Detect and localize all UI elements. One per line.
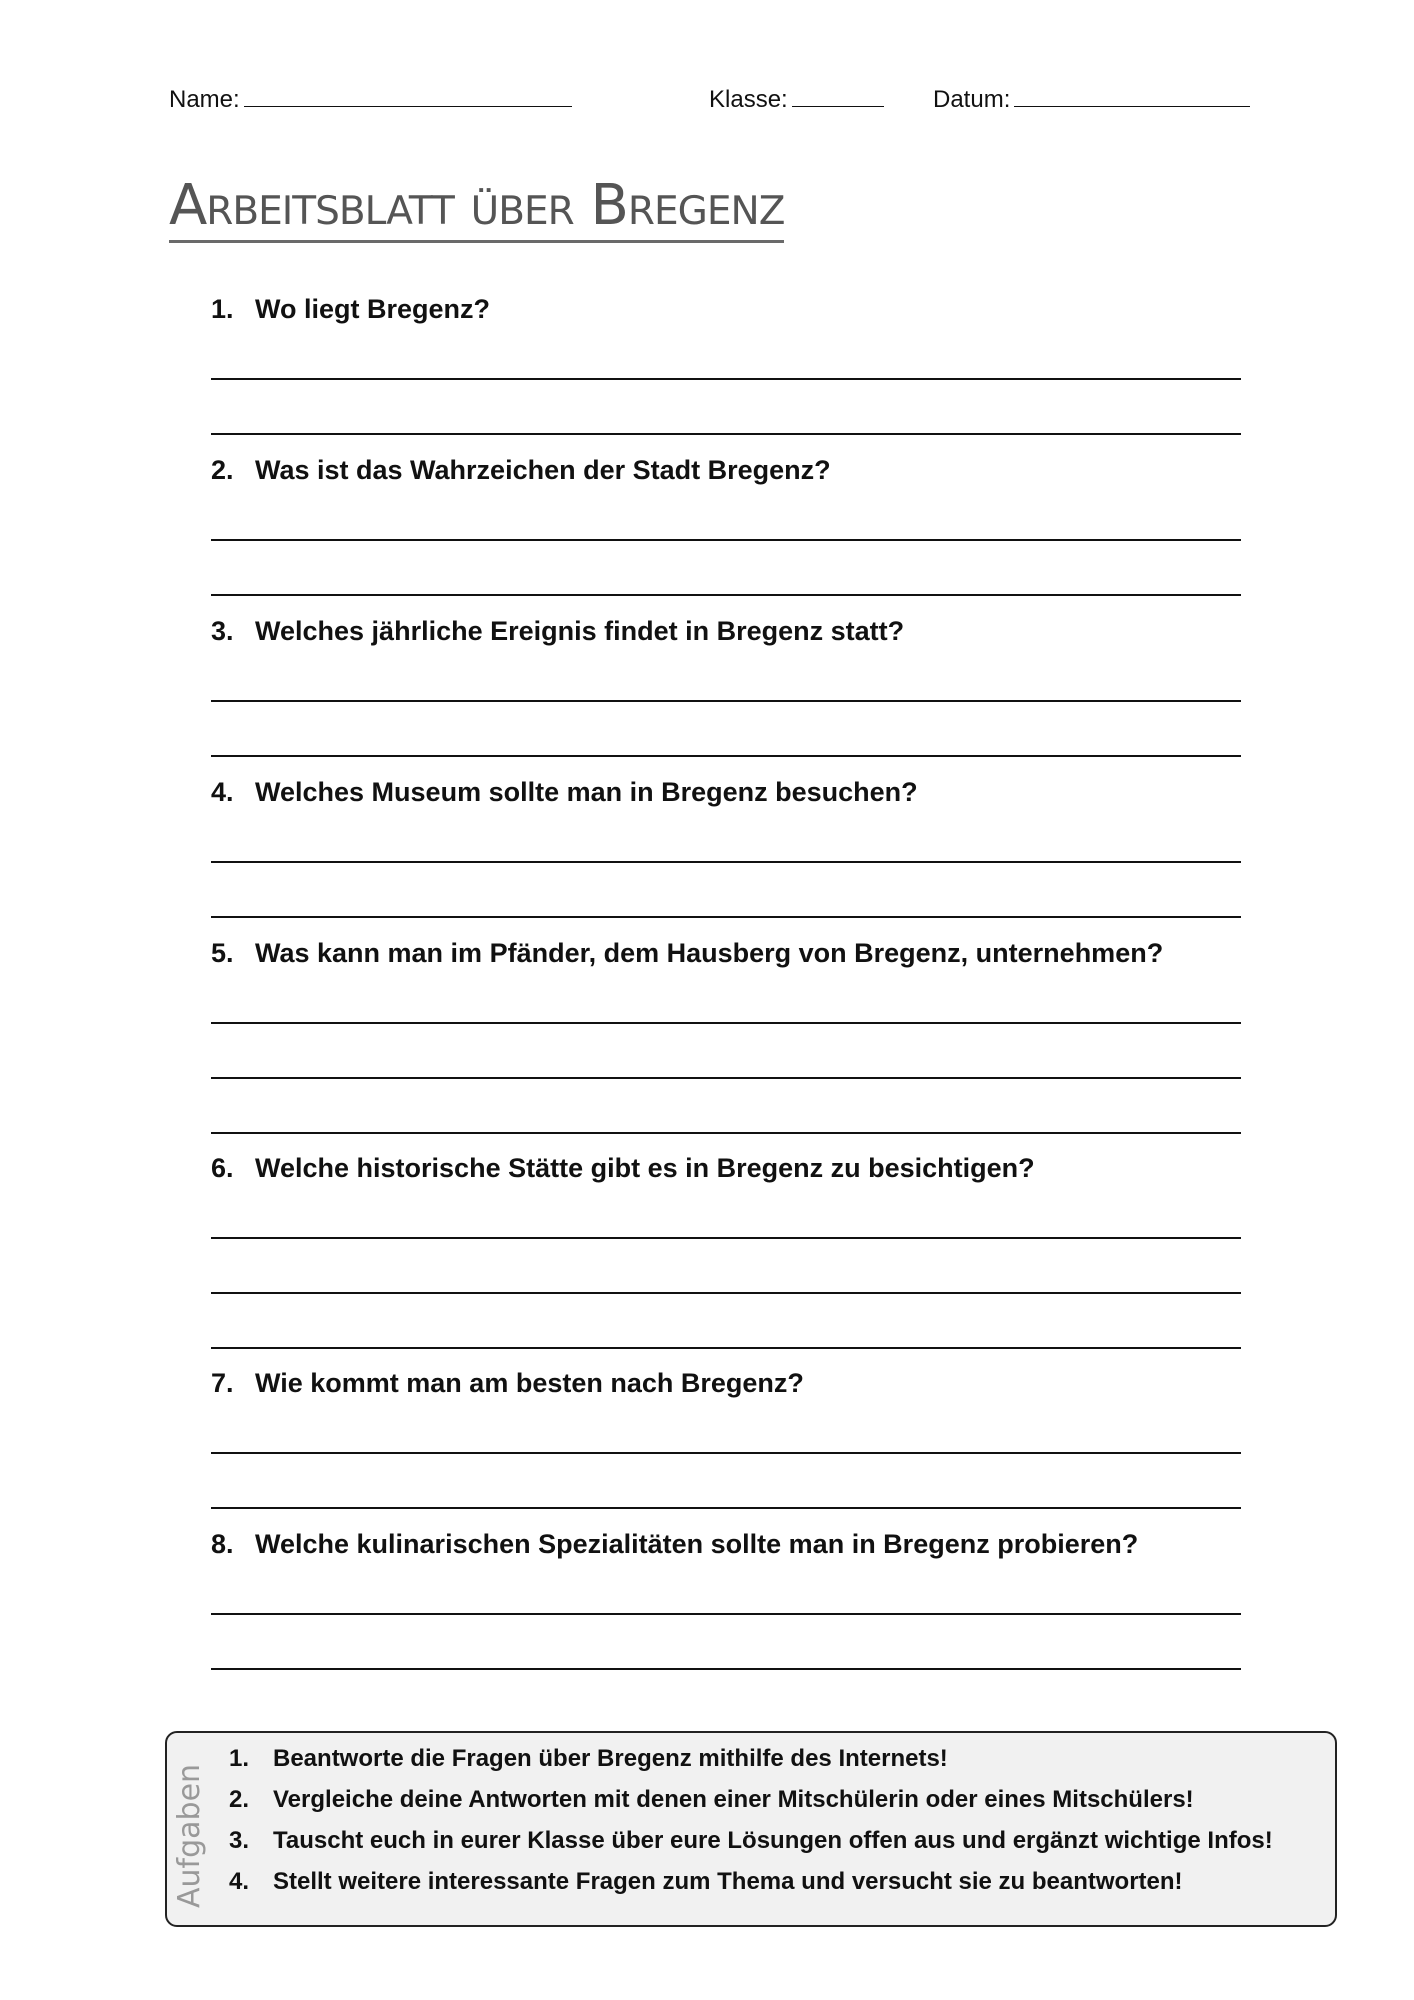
task-item-4 [229, 1868, 1329, 1896]
task-item-2 [229, 1786, 1329, 1814]
worksheet-header [169, 84, 1259, 118]
task-text: Vergleiche deine Antworten mit denen einer Mitschülerin oder eines Mitschülers! [273, 1786, 1194, 1813]
question-text: Welche kulinarischen Spezialitäten sollte man in Bregenz probieren? [255, 1529, 1139, 1559]
task-number: 4. [229, 1868, 250, 1895]
date-field[interactable] [933, 84, 1250, 114]
question-6 [211, 1153, 1241, 1184]
task-item-1 [229, 1745, 1329, 1773]
name-blank-line[interactable] [244, 84, 572, 107]
answer-line[interactable] [211, 1613, 1241, 1615]
answer-line[interactable] [211, 539, 1241, 541]
name-field[interactable] [169, 84, 572, 114]
tasks-label-text: Aufgaben [172, 1763, 207, 1908]
date-label: Datum: [933, 86, 1011, 113]
class-label: Klasse: [709, 86, 788, 113]
answer-line[interactable] [211, 1347, 1241, 1349]
question-number: 6. [211, 1153, 234, 1183]
answer-line[interactable] [211, 1292, 1241, 1294]
task-number: 1. [229, 1745, 250, 1772]
question-text: Welche historische Stätte gibt es in Bregenz zu besichtigen? [255, 1153, 1035, 1183]
name-label: Name: [169, 86, 240, 113]
date-blank-line[interactable] [1014, 84, 1250, 107]
answer-line[interactable] [211, 916, 1241, 918]
class-blank-line[interactable] [792, 84, 884, 107]
task-number: 2. [229, 1786, 250, 1813]
answer-line[interactable] [211, 1132, 1241, 1134]
question-text: Was kann man im Pfänder, dem Hausberg von Bregenz, unternehmen? [255, 938, 1164, 968]
answer-line[interactable] [211, 1237, 1241, 1239]
answer-line[interactable] [211, 700, 1241, 702]
answer-line[interactable] [211, 1077, 1241, 1079]
question-7 [211, 1368, 1241, 1399]
task-item-3 [229, 1827, 1329, 1855]
question-number: 2. [211, 455, 234, 485]
answer-line[interactable] [211, 594, 1241, 596]
question-text: Was ist das Wahrzeichen der Stadt Bregenz? [255, 455, 831, 485]
question-number: 4. [211, 777, 234, 807]
task-text: Stellt weitere interessante Fragen zum Thema und versucht sie zu beantworten! [273, 1868, 1183, 1895]
task-text: Tauscht euch in eurer Klasse über eure Lösungen offen aus und ergänzt wichtige Infos! [273, 1827, 1273, 1854]
question-number: 3. [211, 616, 234, 646]
question-number: 5. [211, 938, 234, 968]
answer-line[interactable] [211, 433, 1241, 435]
question-number: 8. [211, 1529, 234, 1559]
question-8 [211, 1529, 1241, 1560]
question-text: Wie kommt man am besten nach Bregenz? [255, 1368, 804, 1398]
answer-line[interactable] [211, 755, 1241, 757]
answer-line[interactable] [211, 1668, 1241, 1670]
class-field[interactable] [709, 84, 884, 114]
question-2 [211, 455, 1241, 486]
question-text: Welches Museum sollte man in Bregenz besuchen? [255, 777, 918, 807]
task-text: Beantworte die Fragen über Bregenz mithilfe des Internets! [273, 1745, 948, 1772]
question-text: Wo liegt Bregenz? [255, 294, 491, 324]
question-4 [211, 777, 1241, 808]
question-text: Welches jährliche Ereignis findet in Bregenz statt? [255, 616, 905, 646]
question-1 [211, 294, 1241, 325]
question-5 [211, 938, 1241, 969]
answer-line[interactable] [211, 861, 1241, 863]
question-number: 1. [211, 294, 234, 324]
answer-line[interactable] [211, 1022, 1241, 1024]
question-3 [211, 616, 1241, 647]
task-number: 3. [229, 1827, 250, 1854]
page-title: Arbeitsblatt über Bregenz [169, 178, 784, 243]
answer-line[interactable] [211, 1452, 1241, 1454]
question-number: 7. [211, 1368, 234, 1398]
answer-line[interactable] [211, 1507, 1241, 1509]
answer-line[interactable] [211, 378, 1241, 380]
